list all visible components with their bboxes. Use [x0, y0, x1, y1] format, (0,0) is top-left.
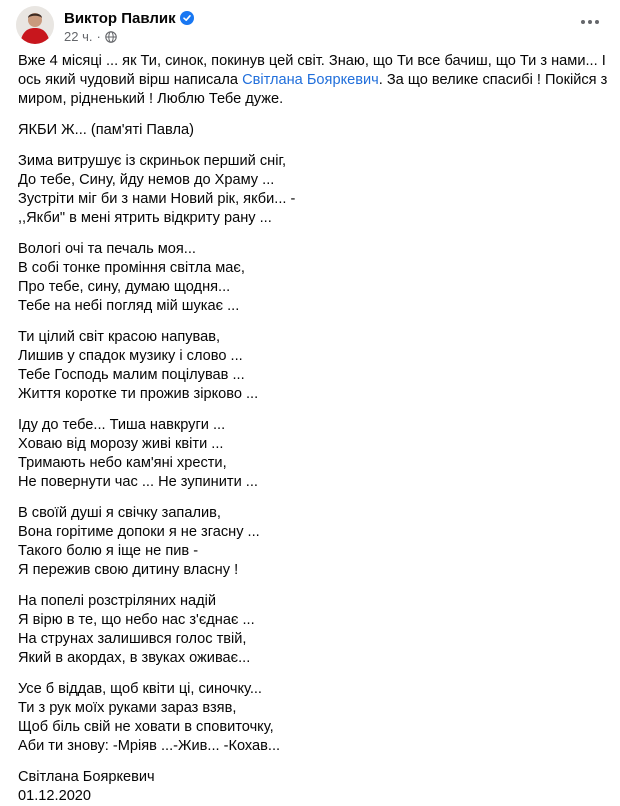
poem	[18, 152, 614, 756]
author-name[interactable]	[64, 10, 194, 27]
poem-line: Ти з рук моїх руками зараз взяв,	[18, 700, 237, 716]
author-name-text[interactable]: Виктор Павлик	[64, 10, 176, 27]
globe-icon	[105, 31, 117, 43]
more-options-icon[interactable]	[576, 12, 604, 32]
poem-line: Зустріти міг би з нами Новий рік, якби... -	[18, 191, 296, 207]
poem-line: В своїй душі я свічку запалив,	[18, 505, 221, 521]
meta-separator: ·	[96, 29, 101, 44]
intro-text-after: . За що велике спасибі ! Покійся з миром, рідненький ! Люблю Тебе дуже.	[18, 72, 608, 107]
poem-stanza	[18, 592, 614, 668]
poem-line: Не повернути час ... Не зупинити ...	[18, 474, 258, 490]
poem-line: Тебе Господь малим поцілував ...	[18, 367, 245, 383]
poem-line: Тримають небо кам'яні хрести,	[18, 455, 227, 471]
poem-stanza	[18, 680, 614, 756]
poem-stanza	[18, 240, 614, 316]
poem-line: В собі тонке проміння світла має,	[18, 260, 245, 276]
poem-line: Ти цілий світ красою напував,	[18, 329, 221, 345]
post-content	[18, 52, 614, 806]
author-avatar[interactable]	[16, 6, 54, 44]
poem-stanza	[18, 328, 614, 404]
poem-line: Ховаю від морозу живі квіти ...	[18, 436, 224, 452]
poem-line: Іду до тебе... Тиша навкруги ...	[18, 417, 226, 433]
poem-line: Лишив у спадок музику і слово ...	[18, 348, 243, 364]
signature-name: Світлана Бояркевич	[18, 769, 155, 785]
tagged-person-link[interactable]: Світлана Бояркевич	[242, 72, 379, 88]
poem-line: ,,Якби" в мені ятрить відкриту рану ...	[18, 210, 272, 226]
poem-line: На попелі розстріляних надій	[18, 593, 217, 609]
poem-line: Я пережив свою дитину власну !	[18, 562, 239, 578]
poem-stanza	[18, 504, 614, 580]
post-meta	[64, 29, 117, 44]
poem-line: До тебе, Сину, йду немов до Храму ...	[18, 172, 275, 188]
poem-line: Про тебе, сину, думаю щодня...	[18, 279, 231, 295]
poem-line: На струнах залишився голос твій,	[18, 631, 247, 647]
post-header	[16, 4, 608, 44]
post-time[interactable]: 22 ч.	[64, 29, 93, 44]
poem-line: Зима витрушує із скриньок перший сніг,	[18, 153, 287, 169]
poem-title: ЯКБИ Ж... (пам'яті Павла)	[18, 122, 194, 138]
poem-stanza	[18, 416, 614, 492]
signature	[18, 768, 614, 806]
post-intro	[18, 52, 614, 109]
poem-stanza	[18, 152, 614, 228]
signature-date: 01.12.2020	[18, 788, 92, 804]
poem-line: Я вірю в те, що небо нас з'єднає ...	[18, 612, 255, 628]
poem-line: Вологі очі та печаль моя...	[18, 241, 196, 257]
poem-line: Усе б віддав, щоб квіти ці, синочку...	[18, 681, 262, 697]
intro-text-before: Вже 4 місяці ... як Ти, синок, покинув цей світ. Знаю, що Ти все бачиш, що Ти з нами... І ось який чудовий вірш написала	[18, 53, 606, 88]
poem-line: Тебе на небі погляд мій шукає ...	[18, 298, 240, 314]
poem-line: Аби ти знову: -Мріяв ...-Жив... -Кохав...	[18, 738, 281, 754]
poem-line: Який в акордах, в звуках оживає...	[18, 650, 251, 666]
poem-line: Щоб біль свій не ховати в сповиточку,	[18, 719, 274, 735]
poem-line: Такого болю я іще не пив -	[18, 543, 199, 559]
avatar-photo-icon	[16, 6, 54, 44]
poem-line: Життя коротке ти прожив зірково ...	[18, 386, 259, 402]
poem-line: Вона горітиме допоки я не згасну ...	[18, 524, 260, 540]
verified-badge-icon	[180, 11, 194, 25]
